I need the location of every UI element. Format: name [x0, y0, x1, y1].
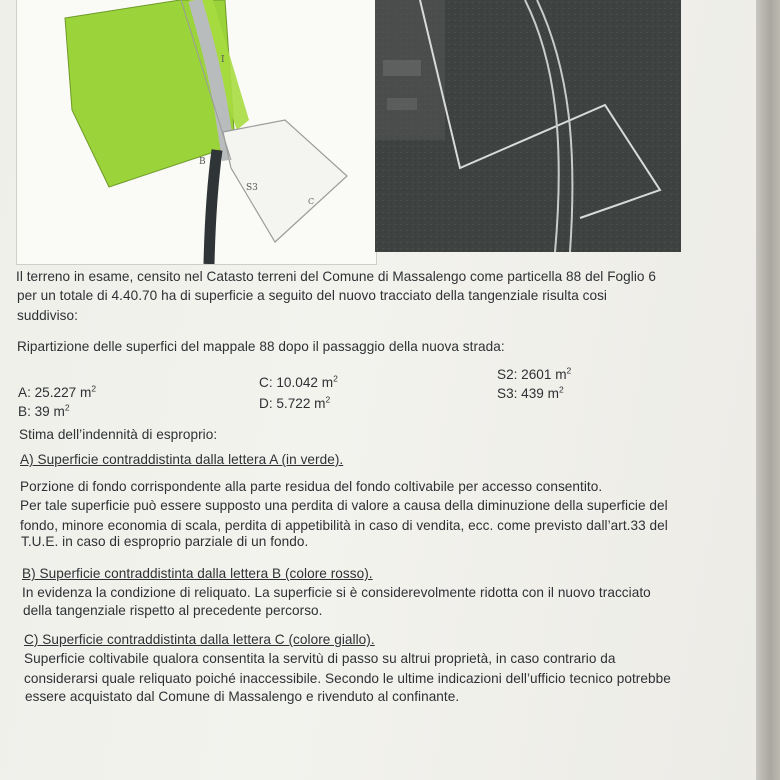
intro-line-1: Il terreno in esame, censito nel Catasto terreni del Comune di Massalengo come particella 88 del Foglio 6 [16, 269, 656, 284]
label-s3: S3 [246, 183, 258, 193]
section-c-line-2: considerarsi quale reliquato poiché inaccessibile. Secondo le ultime indicazioni dell’ufficio tecnico potrebbe [24, 671, 671, 686]
section-a-line-4: T.U.E. in caso di esproprio parziale di un fondo. [21, 534, 309, 549]
area-s2-value: S2: 2601 $m^2$ [497, 365, 572, 382]
road-new [209, 150, 217, 264]
section-a-line-3: fondo, minore economia di scala, perdita di appetibilità in caso di vendita, ecc. come previsto dall’art.33 del [20, 518, 668, 533]
page-edge-background [756, 0, 780, 780]
area-a-value: A: 25.227 $m^2$ [18, 383, 97, 400]
aerial-photo [375, 0, 681, 252]
section-a-line-2: Per tale superficie può essere supposto una perdita di valore a causa della diminuzione della superficie del [20, 498, 668, 513]
section-c-line-1: Superficie coltivabile qualora consentita la servitù di passo su altrui proprietà, in caso contrario da [24, 651, 616, 666]
estimate-title: Stima dell’indennità di esproprio: [19, 427, 218, 442]
label-b: B [199, 157, 206, 167]
label-c: C [308, 197, 315, 206]
section-c-heading: C) Superficie contraddistinta dalla lettera C (colore giallo). [24, 632, 375, 647]
label-i: I [221, 55, 225, 65]
area-d-value: D: 5.722 $m^2$ [259, 394, 331, 411]
section-a-heading: A) Superficie contraddistinta dalla lettera A (in verde). [20, 452, 344, 467]
area-s3-value: S3: 439 $m^2$ [497, 384, 564, 401]
section-b-line-1: In evidenza la condizione di reliquato. La superficie si è considerevolmente ridotta con il nuovo tracciato [22, 585, 651, 600]
cadastral-map-drawing [17, 0, 376, 264]
area-b-value: B: 39 $m^2$ [18, 402, 70, 419]
section-c-line-3: essere acquistato dal Comune di Massalengo e rivenduto al confinante. [25, 689, 460, 704]
partition-title: Ripartizione delle superfici del mappale 88 dopo il passaggio della nuova strada: [17, 339, 505, 354]
section-b-heading: B) Superficie contraddistinta dalla lettera B (colore rosso). [22, 566, 373, 581]
aerial-photo-drawing [375, 0, 681, 252]
intro-line-3: suddiviso: [17, 308, 78, 323]
intro-line-2: per un totale di 4.40.70 ha di superficie a seguito del nuovo tracciato della tangenziale risulta cosi [17, 288, 608, 303]
cadastral-map [16, 0, 377, 265]
section-b-line-2: della tangenziale rispetto al precedente percorso. [23, 603, 323, 618]
parcel-c-outline [223, 120, 347, 242]
section-a-line-1: Porzione di fondo corrispondente alla parte residua del fondo coltivabile per accesso consentito. [20, 479, 603, 494]
area-c-value: C: 10.042 $m^2$ [259, 373, 338, 390]
